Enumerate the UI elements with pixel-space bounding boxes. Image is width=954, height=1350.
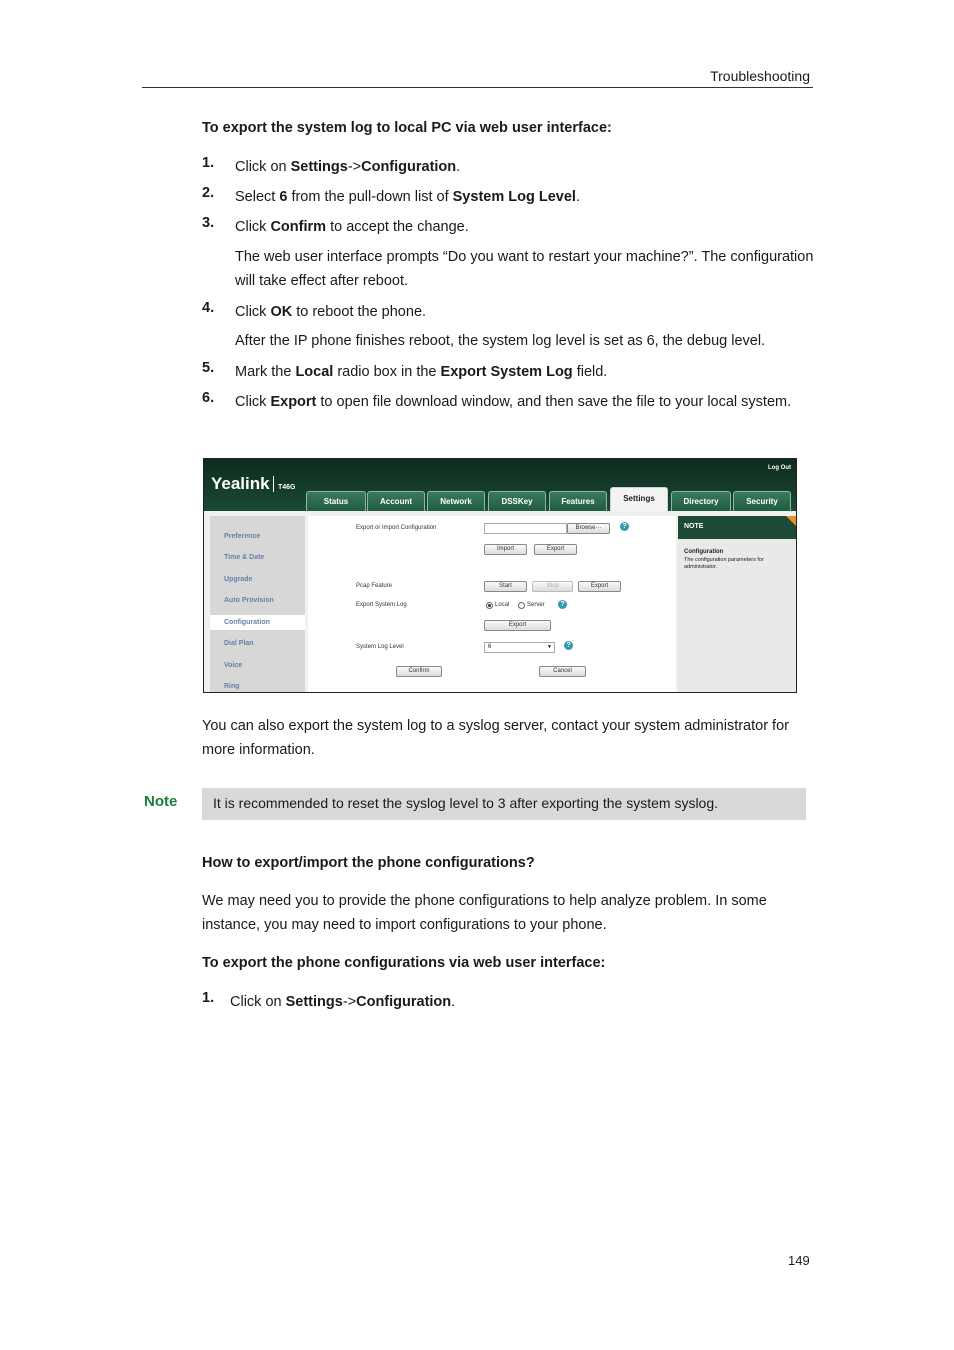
tab-settings[interactable]: Settings: [610, 487, 668, 512]
sidebar-item-time-date[interactable]: Time & Date: [224, 554, 265, 561]
model-label: T46G: [278, 484, 296, 491]
note-panel-header: [678, 516, 796, 539]
settings-sidebar: [210, 516, 305, 692]
help-icon[interactable]: ?: [558, 600, 567, 609]
step-number: 1.: [202, 990, 215, 1006]
configurations-paragraph: We may need you to provide the phone configurations to help analyze problem. In some instance, you may need to import configurations to your phone.: [202, 893, 767, 933]
pcap-stop-button[interactable]: Stop: [532, 581, 573, 592]
sidebar-item-voice[interactable]: Voice: [224, 662, 243, 669]
logo-divider: [273, 476, 274, 492]
tab-directory[interactable]: Directory: [671, 491, 731, 512]
header-rule: [142, 87, 813, 88]
syslog-label: Export System Log: [356, 602, 407, 608]
sidebar-item-ring[interactable]: Ring: [224, 683, 240, 690]
cancel-button[interactable]: Cancel: [539, 666, 586, 677]
export-config-button[interactable]: Export: [534, 544, 577, 555]
tab-security[interactable]: Security: [733, 491, 791, 512]
ui-header-bar: [204, 459, 796, 511]
note-panel-description: The configuration parameters for administrator.: [684, 557, 764, 570]
note-panel-title: NOTE: [684, 523, 704, 530]
step-number: 6.: [202, 390, 215, 406]
log-level-label: System Log Level: [356, 644, 404, 650]
step-number: 4.: [202, 300, 215, 316]
local-radio-label: Local: [495, 602, 510, 608]
sidebar-item-dial-plan[interactable]: Dial Plan: [224, 640, 254, 647]
tab-features[interactable]: Features: [549, 491, 607, 512]
note-box: [202, 788, 806, 820]
local-radio[interactable]: [486, 602, 493, 609]
syslog-server-paragraph: You can also export the system log to a syslog server, contact your system administrator for more information.: [202, 718, 789, 758]
pcap-start-button[interactable]: Start: [484, 581, 527, 592]
pcap-export-button[interactable]: Export: [578, 581, 621, 592]
tab-status[interactable]: Status: [306, 491, 366, 512]
configuration-form: [308, 516, 676, 692]
confirm-button[interactable]: Confirm: [396, 666, 442, 677]
page-number: 149: [788, 1253, 810, 1268]
step-number: 5.: [202, 360, 215, 376]
subheading-export-config: To export the phone configurations via web user interface:: [202, 955, 606, 971]
note-text: It is recommended to reset the syslog level to 3 after exporting the system syslog.: [213, 795, 719, 811]
export-import-label: Export or Import Configuration: [356, 525, 437, 531]
server-radio-label: Server: [527, 602, 545, 608]
logout-link[interactable]: Log Out: [768, 465, 791, 471]
section-heading-export-import: How to export/import the phone configurations?: [202, 855, 535, 871]
tab-network[interactable]: Network: [427, 491, 485, 512]
step-number: 3.: [202, 215, 215, 231]
sidebar-item-configuration[interactable]: Configuration: [224, 619, 270, 626]
log-level-select[interactable]: [484, 642, 555, 653]
web-ui-screenshot: [203, 458, 797, 693]
help-icon[interactable]: ?: [620, 522, 629, 531]
step-number: 2.: [202, 185, 215, 201]
ui-body: [204, 511, 796, 692]
log-level-value: 6: [488, 644, 492, 650]
tab-account[interactable]: Account: [367, 491, 425, 512]
sidebar-item-preference[interactable]: Preference: [224, 533, 261, 540]
section-heading-export-log: To export the system log to local PC via web user interface:: [202, 120, 612, 136]
server-radio[interactable]: [518, 602, 525, 609]
pcap-label: Pcap Feature: [356, 583, 393, 589]
note-panel: [678, 516, 796, 692]
syslog-export-button[interactable]: Export: [484, 620, 551, 631]
running-header: Troubleshooting: [710, 68, 810, 84]
note-label: Note: [144, 793, 178, 810]
config-file-input[interactable]: [484, 523, 567, 534]
import-button[interactable]: Import: [484, 544, 527, 555]
sidebar-item-auto-provision[interactable]: Auto Provision: [224, 597, 274, 604]
corner-flag-icon: [786, 516, 796, 526]
yealink-logo: Yealink: [211, 474, 270, 493]
sidebar-item-upgrade[interactable]: Upgrade: [224, 576, 253, 583]
step-number: 1.: [202, 155, 215, 171]
browse-button[interactable]: Browse···: [567, 523, 610, 534]
note-panel-topic: Configuration: [684, 549, 724, 555]
chevron-down-icon: ▼: [547, 644, 552, 650]
tab-dsskey[interactable]: DSSKey: [488, 491, 546, 512]
help-icon[interactable]: ?: [564, 641, 573, 650]
